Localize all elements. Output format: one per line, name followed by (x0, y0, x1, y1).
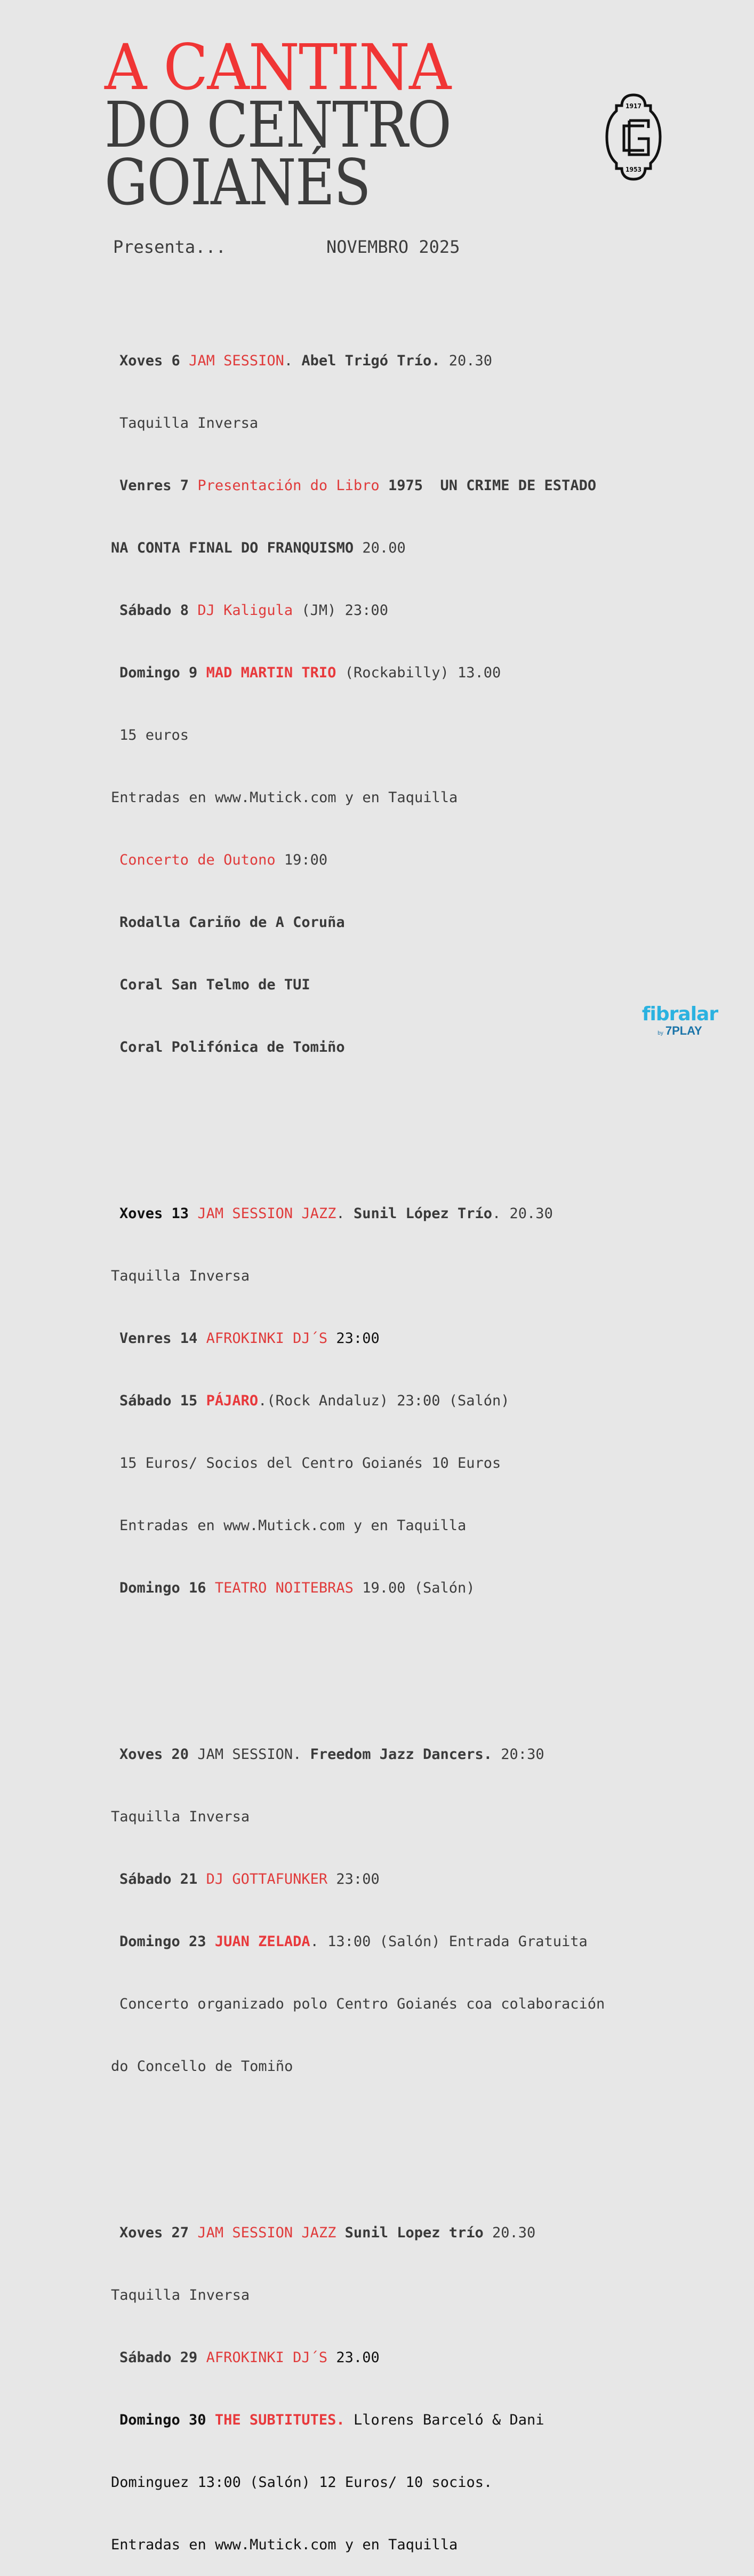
ticket-info: Entradas en www.Mutick.com y en Taquilla (119, 1517, 467, 1534)
event-row: Xoves 20 JAM SESSION. Freedom Jazz Dancers. 20:30 (119, 1746, 544, 1763)
event-row: Xoves 13 JAM SESSION JAZZ. Sunil López Trío. 20.30 (119, 1205, 553, 1222)
event-row: Xoves 27 JAM SESSION JAZZ Sunil Lopez trío 20.30 (119, 2225, 536, 2241)
event-row: Venres 7 Presentación do Libro 1975 UN CRIME DE ESTADO (119, 477, 597, 494)
event-row: Concerto de Outono 19:00 (119, 852, 328, 868)
performer: Coral Polifónica de Tomiño (119, 1039, 345, 1055)
event-note: Taquilla Inversa (119, 415, 259, 431)
ticket-info: Entradas en www.Mutick.com y en Taquilla (111, 2537, 458, 2553)
performer: Coral San Telmo de TUI (119, 977, 310, 993)
event-row-cont: Dominguez 13:00 (Salón) 12 Euros/ 10 socios. (111, 2474, 493, 2491)
event-price: 15 Euros/ Socios del Centro Goianés 10 Euros (119, 1455, 501, 1471)
event-row: Domingo 16 TEATRO NOITEBRAS 19.00 (Salón) (119, 1580, 475, 1596)
event-note: Concerto organizado polo Centro Goianés coa colaboración (119, 1996, 605, 2012)
event-row: Sábado 21 DJ GOTTAFUNKER 23:00 (119, 1871, 380, 1887)
event-row: Sábado 29 AFROKINKI DJ´S 23.00 (119, 2349, 380, 2366)
event-row: Domingo 9 MAD MARTIN TRIO (Rockabilly) 13.00 (119, 665, 501, 681)
month-label: NOVEMBRO 2025 (326, 237, 460, 257)
performer: Rodalla Cariño de A Coruña (119, 914, 345, 931)
presents-label: Presenta... (113, 237, 226, 257)
event-row: Domingo 30 THE SUBTITUTES. Llorens Barceló & Dani (119, 2412, 544, 2428)
event-row: Xoves 6 JAM SESSION. Abel Trigó Trío. 20.30 (119, 353, 493, 369)
sponsor-by: by (657, 1030, 663, 1036)
title-line-3: GOIANÉS (105, 146, 370, 219)
event-program (111, 288, 644, 2576)
cg-monogram-crest-icon (605, 93, 662, 181)
event-price: 15 euros (119, 727, 189, 743)
event-note: Taquilla Inversa (111, 1268, 250, 1284)
sponsor-brand: fibralar (641, 1003, 718, 1025)
svg-text:1917: 1917 (625, 102, 642, 110)
title-line-2: DO CENTRO (105, 88, 451, 162)
sponsor-partner: 7PLAY (665, 1024, 702, 1037)
event-row: Venres 14 AFROKINKI DJ´S 23:00 (119, 1330, 380, 1347)
event-row: Domingo 23 JUAN ZELADA. 13:00 (Salón) Entrada Gratuita (119, 1933, 588, 1950)
ticket-info: Entradas en www.Mutick.com y en Taquilla (111, 789, 458, 806)
fibralar-logo-icon (640, 1005, 720, 1042)
event-note-cont: do Concello de Tomiño (111, 2058, 293, 2075)
title-line-1: A CANTINA (105, 30, 451, 104)
page-title (105, 30, 507, 219)
event-note: Taquilla Inversa (111, 1809, 250, 1825)
event-row: Sábado 8 DJ Kaligula (JM) 23:00 (119, 602, 388, 619)
event-note: Taquilla Inversa (111, 2287, 250, 2303)
event-row: Sábado 15 PÁJARO.(Rock Andaluz) 23:00 (Salón) (119, 1393, 510, 1409)
event-row-cont: NA CONTA FINAL DO FRANQUISMO 20.00 (111, 540, 406, 556)
svg-text:1953: 1953 (625, 166, 642, 173)
